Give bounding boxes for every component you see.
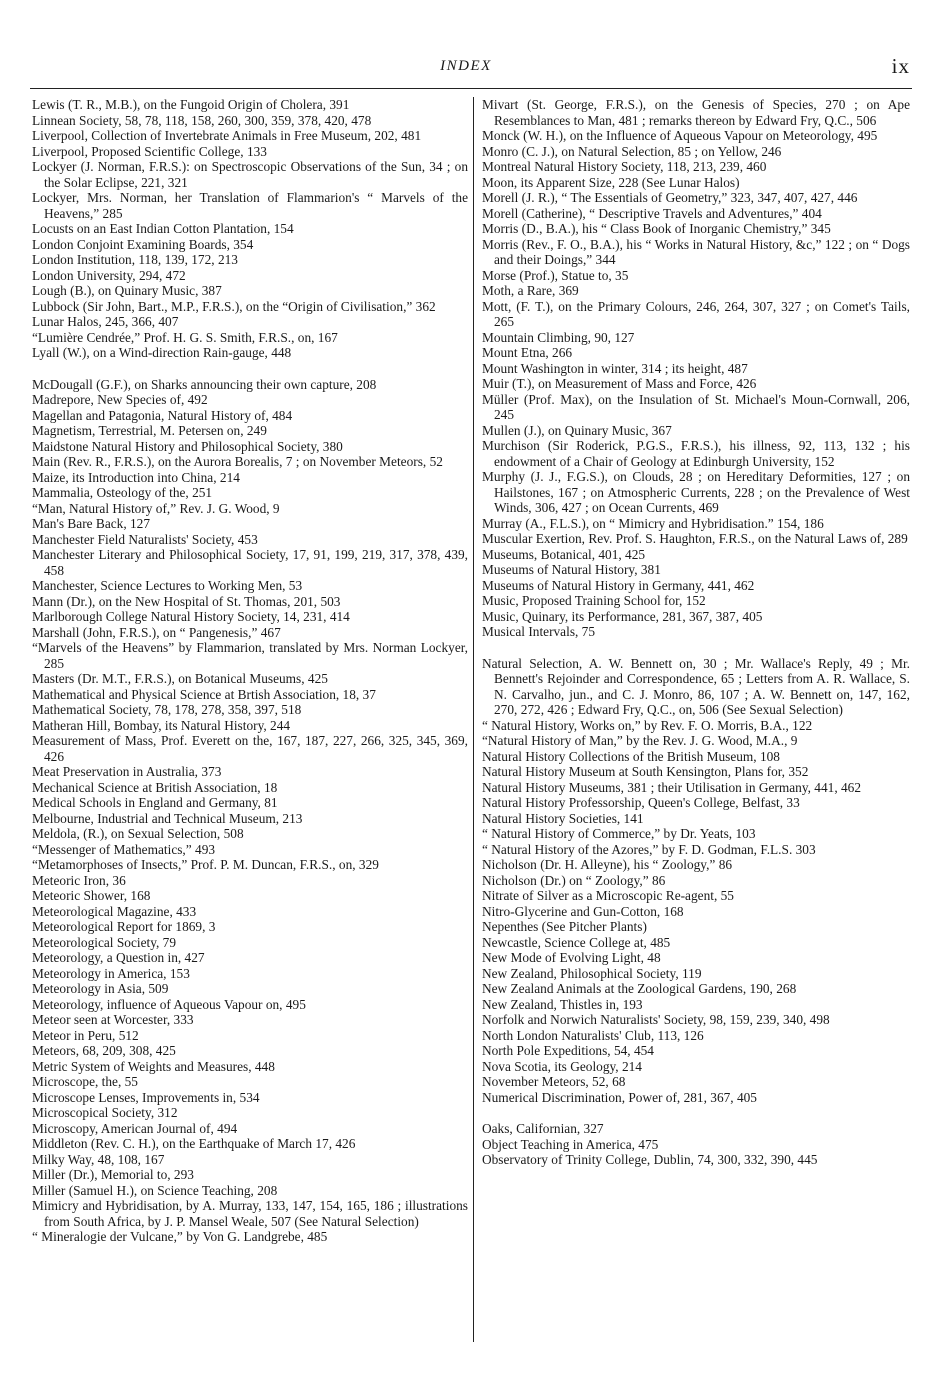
index-entry: Meteorology in America, 153	[32, 965, 190, 981]
index-entry: Newcastle, Science College at, 485	[482, 934, 671, 950]
index-entry: November Meteors, 52, 68	[482, 1074, 626, 1089]
index-entry: Lyall (W.), on a Wind-direction Rain-gauge, 448	[32, 345, 292, 360]
index-entry: Moth, a Rare, 369	[482, 283, 579, 298]
index-entry: Marshall (John, F.R.S.), on “ Pangenesis,” 467	[32, 624, 281, 640]
index-entry: Main (Rev. R., F.R.S.), on the Aurora Borealis, 7 ; on November Meteors, 52	[32, 454, 443, 469]
index-entry: “ Natural History, Works on,” by Rev. F. O. Morris, B.A., 122	[482, 717, 813, 733]
section-gap	[482, 640, 910, 656]
index-entry: Museums, Botanical, 401, 425	[482, 546, 646, 562]
page-number: ix	[891, 54, 910, 78]
index-entry: Manchester Literary and Philosophical Society, 17, 91, 199, 219, 317, 378, 439, 458	[32, 547, 468, 578]
index-entry: McDougall (G.F.), on Sharks announcing their own capture, 208	[32, 376, 377, 392]
index-entry: Müller (Prof. Max), on the Insulation of St. Michael's Moun-Cornwall, 206, 245	[482, 391, 910, 422]
index-entry: Natural History Societies, 141	[482, 810, 644, 826]
index-entry: Lunar Halos, 245, 366, 407	[32, 314, 179, 329]
index-entry: Monck (W. H.), on the Influence of Aqueous Vapour on Meteorology, 495	[482, 128, 878, 143]
index-entry: Meldola, (R.), on Sexual Selection, 508	[32, 826, 244, 841]
index-entry: Miller (Samuel H.), on Science Teaching, 208	[32, 1182, 278, 1198]
index-entry: Masters (Dr. M.T., F.R.S.), on Botanical Museums, 425	[32, 671, 328, 686]
index-entry: Microscopical Society, 312	[32, 1105, 178, 1120]
index-entry: Music, Quinary, its Performance, 281, 367, 387, 405	[482, 608, 763, 624]
index-entry: Madrepore, New Species of, 492	[32, 392, 208, 407]
section-gap	[482, 1105, 910, 1121]
index-entry: Nitro-Glycerine and Gun-Cotton, 168	[482, 903, 684, 919]
index-entry: Natural History Collections of the British Museum, 108	[482, 748, 780, 764]
index-entry: Mountain Climbing, 90, 127	[482, 329, 635, 345]
index-entry: Meat Preservation in Australia, 373	[32, 764, 222, 779]
index-entry: Meteor in Peru, 512	[32, 1027, 139, 1043]
index-entry: Lough (B.), on Quinary Music, 387	[32, 283, 222, 298]
index-entry: “Messenger of Mathematics,” 493	[32, 841, 216, 857]
index-entry: Morell (Catherine), “ Descriptive Travels and Adventures,” 404	[482, 205, 822, 221]
index-entry: Melbourne, Industrial and Technical Museum, 213	[32, 810, 303, 826]
index-entry: Meteorology, influence of Aqueous Vapour on, 495	[32, 996, 306, 1012]
index-entry: Lewis (T. R., M.B.), on the Fungoid Origin of Cholera, 391	[32, 97, 350, 112]
running-title: INDEX	[440, 58, 492, 74]
index-entry: Natural History Museums, 381 ; their Utilisation in Germany, 441, 462	[482, 779, 862, 795]
index-entry: Museums of Natural History, 381	[482, 562, 661, 577]
index-entry: Oaks, Californian, 327	[482, 1121, 604, 1136]
index-entry: Medical Schools in England and Germany, 81	[32, 795, 278, 810]
index-entry: Metric System of Weights and Measures, 448	[32, 1058, 275, 1074]
index-entry: Moon, its Apparent Size, 228 (See Lunar Halos)	[482, 174, 740, 190]
index-entry: Mount Washington in winter, 314 ; its height, 487	[482, 360, 748, 376]
index-entry: Mivart (St. George, F.R.S.), on the Genesis of Species, 270 ; on Ape Resemblances to Man, 481 ; remarks thereon by Edward Fry, Q.C., 506	[482, 97, 910, 128]
index-entry: Mammalia, Osteology of the, 251	[32, 485, 213, 500]
index-entry: Liverpool, Collection of Invertebrate Animals in Free Museum, 202, 481	[32, 128, 422, 143]
index-entry: Matheran Hill, Bombay, its Natural History, 244	[32, 717, 291, 733]
left-index-column	[32, 97, 468, 1245]
index-entry: Mathematical Society, 78, 178, 278, 358, 397, 518	[32, 702, 302, 717]
index-entry: Nitrate of Silver as a Microscopic Re-agent, 55	[482, 888, 734, 903]
index-entry: Mount Etna, 266	[482, 345, 573, 360]
index-entry: Maidstone Natural History and Philosophical Society, 380	[32, 438, 343, 454]
index-entry: “Man, Natural History of,” Rev. J. G. Wood, 9	[32, 500, 280, 516]
section-gap	[32, 361, 468, 377]
index-entry: Montreal Natural History Society, 118, 213, 239, 460	[482, 159, 767, 174]
index-entry: London University, 294, 472	[32, 267, 186, 283]
column-divider	[473, 97, 474, 1342]
index-entry: Morris (D., B.A.), his “ Class Book of Inorganic Chemistry,” 345	[482, 221, 831, 236]
index-entry: Morse (Prof.), Statue to, 35	[482, 267, 629, 283]
index-entry: Musical Intervals, 75	[482, 624, 596, 639]
index-entry: North Pole Expeditions, 54, 454	[482, 1043, 654, 1058]
index-entry: Murchison (Sir Roderick, P.G.S., F.R.S.), his illness, 92, 113, 132 ; his endowment of a Chair of Geology at Edinburgh University, 152	[482, 438, 910, 469]
index-entry: Microscope Lenses, Improvements in, 534	[32, 1089, 260, 1105]
index-entry: Meteor seen at Worcester, 333	[32, 1012, 194, 1027]
index-entry: Nicholson (Dr.) on “ Zoology,” 86	[482, 872, 666, 888]
index-entry: Manchester, Science Lectures to Working Men, 53	[32, 578, 303, 593]
index-entry: Maize, its Introduction into China, 214	[32, 469, 240, 485]
index-entry: Murray (A., F.L.S.), on “ Mimicry and Hybridisation.” 154, 186	[482, 515, 824, 531]
index-entry: Meteorology in Asia, 509	[32, 981, 169, 996]
index-entry: Lockyer, Mrs. Norman, her Translation of Flammarion's “ Marvels of the Heavens,” 285	[32, 190, 468, 221]
index-entry: “Natural History of Man,” by the Rev. J. G. Wood, M.A., 9	[482, 733, 798, 748]
index-entry: London Conjoint Examining Boards, 354	[32, 236, 254, 252]
index-entry: Natural History Professorship, Queen's College, Belfast, 33	[482, 795, 800, 810]
index-entry: Meteors, 68, 209, 308, 425	[32, 1043, 176, 1058]
index-entry: Monro (C. J.), on Natural Selection, 85 ; on Yellow, 246	[482, 143, 782, 159]
index-entry: Observatory of Trinity College, Dublin, 74, 300, 332, 390, 445	[482, 1152, 818, 1167]
index-entry: New Zealand Animals at the Zoological Gardens, 190, 268	[482, 981, 797, 996]
index-entry: Linnean Society, 58, 78, 118, 158, 260, 300, 359, 378, 420, 478	[32, 112, 372, 128]
index-entry: Microscope, the, 55	[32, 1074, 138, 1089]
right-index-column	[482, 97, 910, 1168]
index-entry: Mimicry and Hybridisation, by A. Murray, 133, 147, 154, 165, 186 ; illustrations from South Africa, by J. P. Mansel Weale, 507 (See Natural Selection)	[32, 1198, 468, 1229]
index-entry: London Institution, 118, 139, 172, 213	[32, 252, 238, 267]
index-entry: “Marvels of the Heavens” by Flammarion, translated by Mrs. Norman Lockyer, 285	[32, 640, 468, 671]
index-entry: Mechanical Science at British Association, 18	[32, 779, 278, 795]
index-entry: Norfolk and Norwich Naturalists' Society, 98, 159, 239, 340, 498	[482, 1012, 830, 1027]
index-entry: New Zealand, Thistles in, 193	[482, 996, 643, 1012]
index-entry: Magellan and Patagonia, Natural History of, 484	[32, 407, 293, 423]
index-entry: North London Naturalists' Club, 113, 126	[482, 1027, 704, 1043]
index-entry: Meteorological Report for 1869, 3	[32, 919, 216, 934]
index-entry: Muscular Exertion, Rev. Prof. S. Haughton, F.R.S., on the Natural Laws of, 289	[482, 531, 908, 546]
index-entry: “ Natural History of Commerce,” by Dr. Yeats, 103	[482, 826, 756, 841]
index-entry: Miller (Dr.), Memorial to, 293	[32, 1167, 194, 1182]
index-entry: Microscopy, American Journal of, 494	[32, 1120, 238, 1136]
index-entry: Mann (Dr.), on the New Hospital of St. Thomas, 201, 503	[32, 593, 341, 609]
index-entry: Liverpool, Proposed Scientific College, 133	[32, 143, 267, 159]
index-entry: Man's Bare Back, 127	[32, 516, 151, 531]
index-entry: Murphy (J. J., F.G.S.), on Clouds, 28 ; on Hereditary Deformities, 127 ; on Hailstones, 167 ; on Atmospheric Currents, 228 ; on the Prevalence of West Winds, 306, 427 ; on Ocean Currents, 469	[482, 469, 910, 515]
index-entry: Natural History Museum at South Kensington, Plans for, 352	[482, 764, 809, 779]
index-entry: Music, Proposed Training School for, 152	[482, 593, 706, 608]
index-entry: “ Natural History of the Azores,” by F. D. Godman, F.L.S. 303	[482, 841, 816, 857]
index-entry: “Lumière Cendrée,” Prof. H. G. S. Smith, F.R.S., on, 167	[32, 329, 338, 345]
index-entry: “ Mineralogie der Vulcane,” by Von G. Landgrebe, 485	[32, 1229, 328, 1244]
index-entry: Lubbock (Sir John, Bart., M.P., F.R.S.), on the “Origin of Civilisation,” 362	[32, 298, 436, 314]
index-entry: Muir (T.), on Measurement of Mass and Force, 426	[482, 376, 757, 391]
index-entry: Meteorology, a Question in, 427	[32, 950, 205, 965]
index-entry: Nicholson (Dr. H. Alleyne), his “ Zoology,” 86	[482, 857, 733, 872]
index-entry: Marlborough College Natural History Society, 14, 231, 414	[32, 609, 350, 624]
index-entry: Mathematical and Physical Science at Brtish Association, 18, 37	[32, 686, 376, 702]
index-entry: Milky Way, 48, 108, 167	[32, 1151, 165, 1167]
index-entry: Morell (J. R.), “ The Essentials of Geometry,” 323, 347, 407, 427, 446	[482, 190, 858, 205]
index-entry: Numerical Discrimination, Power of, 281, 367, 405	[482, 1089, 757, 1105]
index-entry: “Metamorphoses of Insects,” Prof. P. M. Duncan, F.R.S., on, 329	[32, 857, 379, 872]
index-entry: Morris (Rev., F. O., B.A.), his “ Works in Natural History, &c,” 122 ; on “ Dogs and their Doings,” 344	[482, 236, 910, 267]
index-entry: Object Teaching in America, 475	[482, 1136, 659, 1152]
index-entry: New Zealand, Philosophical Society, 119	[482, 965, 702, 981]
index-entry: Natural Selection, A. W. Bennett on, 30 ; Mr. Wallace's Reply, 49 ; Mr. Bennett's Rejoinder and Correspondence, 65 ; Letters from A. R. Wallace, S. N. Carvalho, jun., and C. J. Monro, 86, 107 ; A. W. Bennett on, 147, 162, 270, 272, 426 ; Edward Fry, Q.C., on, 506 (See Sexual Selection)	[482, 655, 910, 717]
index-entry: Meteoric Shower, 168	[32, 888, 151, 903]
index-entry: Middleton (Rev. C. H.), on the Earthquake of March 17, 426	[32, 1136, 356, 1151]
index-entry: Museums of Natural History in Germany, 441, 462	[482, 577, 755, 593]
index-entry: Meteorological Society, 79	[32, 934, 177, 950]
index-entry: Measurement of Mass, Prof. Everett on the, 167, 187, 227, 266, 325, 345, 369, 426	[32, 733, 468, 764]
index-entry: Nova Scotia, its Geology, 214	[482, 1058, 642, 1074]
index-entry: Manchester Field Naturalists' Society, 453	[32, 531, 258, 547]
index-entry: Locusts on an East Indian Cotton Plantation, 154	[32, 221, 294, 236]
index-entry: Mott, (F. T.), on the Primary Colours, 246, 264, 307, 327 ; on Comet's Tails, 265	[482, 298, 910, 329]
index-entry: New Mode of Evolving Light, 48	[482, 950, 661, 965]
index-entry: Meteorological Magazine, 433	[32, 903, 197, 919]
index-entry: Mullen (J.), on Quinary Music, 367	[482, 422, 672, 438]
index-entry: Meteoric Iron, 36	[32, 872, 126, 888]
header-rule	[30, 88, 912, 89]
index-entry: Lockyer (J. Norman, F.R.S.): on Spectroscopic Observations of the Sun, 34 ; on the Solar Eclipse, 221, 321	[32, 159, 468, 190]
index-entry: Nepenthes (See Pitcher Plants)	[482, 919, 647, 934]
index-entry: Magnetism, Terrestrial, M. Petersen on, 249	[32, 423, 267, 438]
